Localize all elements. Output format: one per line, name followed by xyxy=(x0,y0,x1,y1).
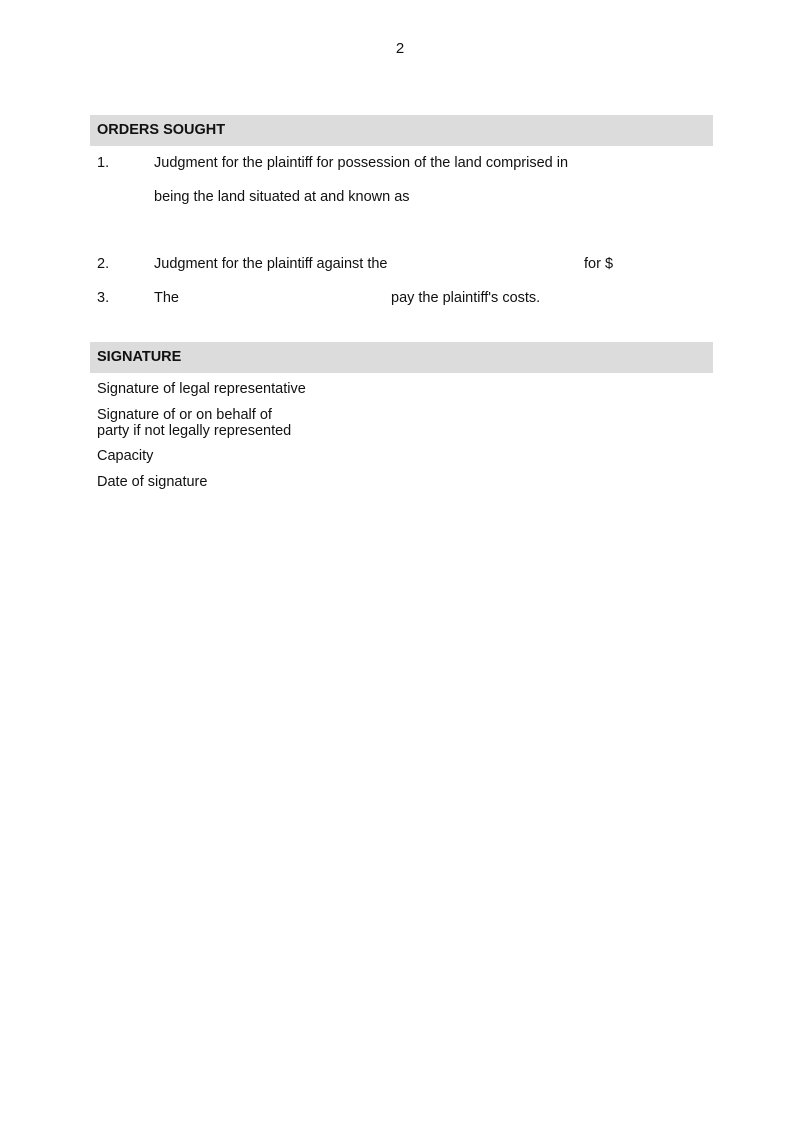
page-number: 2 xyxy=(395,40,405,57)
order-text-before-blank: The xyxy=(154,290,179,306)
capacity-label: Capacity xyxy=(97,448,154,464)
date-of-signature-label: Date of signature xyxy=(97,474,208,490)
order-text-after-blank: pay the plaintiff's costs. xyxy=(391,290,541,306)
order-text-line-1: Judgment for the plaintiff for possession of the land comprised in xyxy=(154,155,569,171)
signature-heading: SIGNATURE xyxy=(90,342,713,373)
legal-representative-signature-label: Signature of legal representative xyxy=(97,381,306,397)
order-text-before-blank: Judgment for the plaintiff against the xyxy=(154,256,388,272)
order-text-line-2: being the land situated at and known as xyxy=(154,189,410,205)
orders-sought-heading: ORDERS SOUGHT xyxy=(90,115,713,146)
party-signature-label-line-1: Signature of or on behalf of xyxy=(97,407,272,423)
order-text-after-blank: for $ xyxy=(584,256,614,272)
order-number: 2. xyxy=(97,256,110,272)
party-signature-label-line-2: party if not legally represented xyxy=(97,423,292,439)
order-number: 3. xyxy=(97,290,110,306)
order-number: 1. xyxy=(97,155,110,171)
